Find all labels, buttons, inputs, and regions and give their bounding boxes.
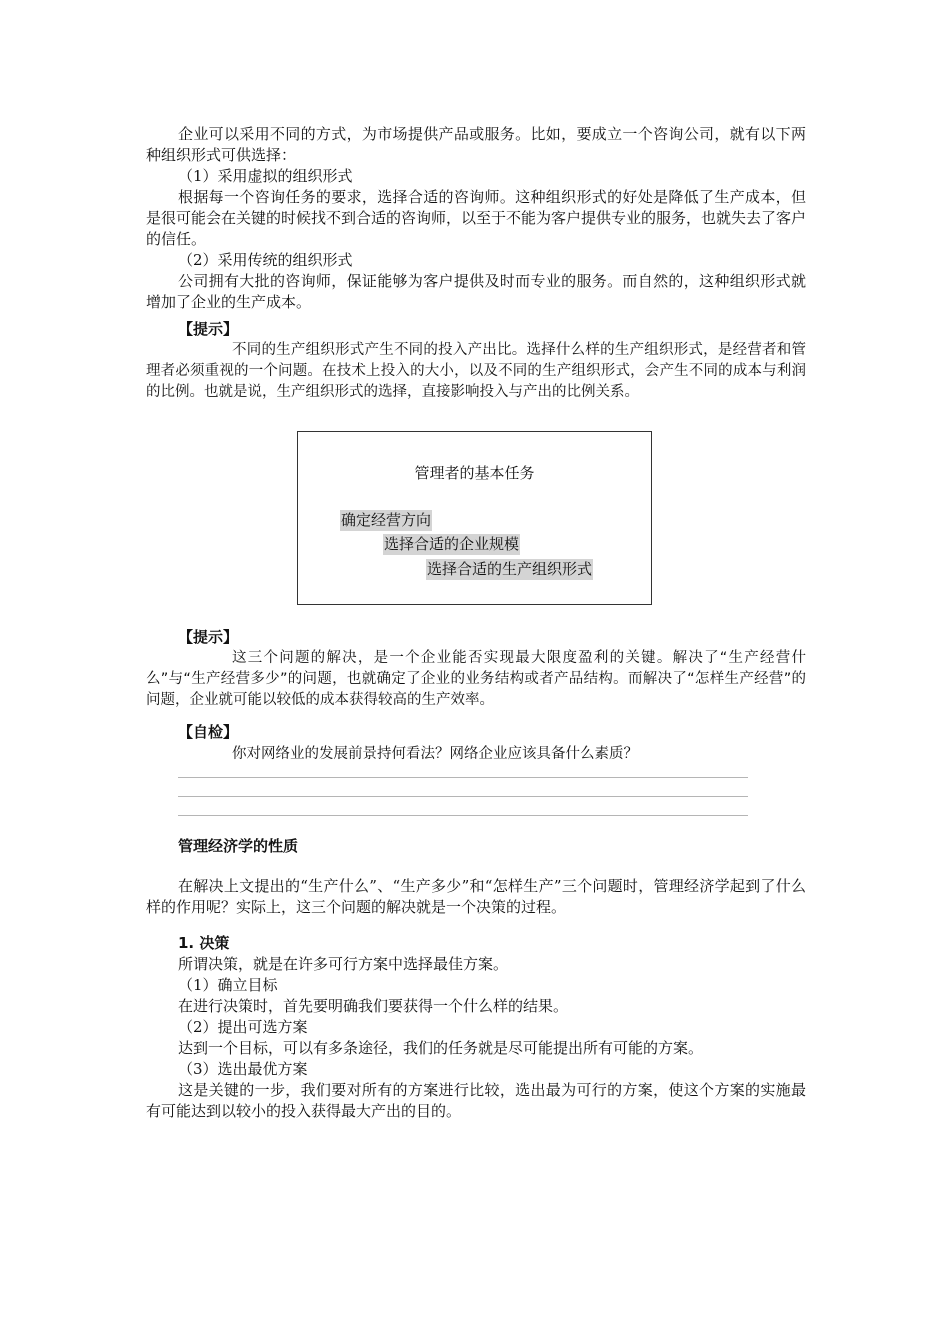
tip2-label: 【提示】 [178,628,239,646]
step2-title: （2）提出可选方案 [178,1018,308,1036]
answer-line-3 [178,815,748,816]
diagram-title: 管理者的基本任务 [414,464,535,482]
tip2-text: 这三个问题的解决，是一个企业能否实现最大限度盈利的关键。解决了“生产经营什么”与“生产经营多少”的问题，也就确定了企业的业务结构或者产品结构。而解决了“怎样生产经营”的问题，企业就可能以较低的成本获得较高的生产效率。 [146,650,806,708]
selfcheck-question: 你对网络业的发展前景持何看法？网络企业应该具备什么素质？ [232,746,638,762]
intro-paragraph: 企业可以采用不同的方式，为市场提供产品或服务。比如，要成立一个咨询公司，就有以下两种组织形式可供选择： [146,125,806,164]
option1-title: （1）采用虚拟的组织形式 [178,167,353,185]
step2-text: 达到一个目标，可以有多条途径，我们的任务就是尽可能提出所有可能的方案。 [178,1039,704,1057]
answer-line-1 [178,777,748,778]
task-2: 选择合适的企业规模 [384,535,520,553]
step3-title: （3）选出最优方案 [178,1060,308,1078]
step1-text: 在进行决策时，首先要明确我们要获得一个什么样的结果。 [178,997,569,1015]
task-1: 确定经营方向 [341,511,432,529]
tip1-label: 【提示】 [178,320,239,338]
step3-text: 这是关键的一步，我们要对所有的方案进行比较，选出最为可行的方案，使这个方案的实施最有可能达到以较小的投入获得最大产出的目的。 [146,1081,806,1120]
section-heading: 管理经济学的性质 [178,837,299,855]
decision-definition: 所谓决策，就是在许多可行方案中选择最佳方案。 [178,955,509,973]
step1-title: （1）确立目标 [178,976,278,994]
option2-text: 公司拥有大批的咨询师，保证能够为客户提供及时而专业的服务。而自然的，这种组织形式就增加了企业的生产成本。 [146,272,806,311]
decision-heading: 1. 决策 [178,934,230,952]
basic-tasks-diagram [297,431,652,605]
task-3: 选择合适的生产组织形式 [427,560,593,578]
answer-line-2 [178,796,748,797]
section-paragraph: 在解决上文提出的“生产什么”、“生产多少”和“怎样生产”三个问题时，管理经济学起到了什么样的作用呢？实际上，这三个问题的解决就是一个决策的过程。 [146,877,806,916]
option1-text: 根据每一个咨询任务的要求，选择合适的咨询师。这种组织形式的好处是降低了生产成本，但是很可能会在关键的时候找不到合适的咨询师，以至于不能为客户提供专业的服务，也就失去了客户的信任。 [146,188,807,248]
tip1-text: 不同的生产组织形式产生不同的投入产出比。选择什么样的生产组织形式，是经营者和管理者必须重视的一个问题。在技术上投入的大小，以及不同的生产组织形式，会产生不同的成本与利润的比例。也就是说，生产组织形式的选择，直接影响投入与产出的比例关系。 [146,342,806,400]
option2-title: （2）采用传统的组织形式 [178,251,353,269]
selfcheck-label: 【自检】 [178,723,239,741]
